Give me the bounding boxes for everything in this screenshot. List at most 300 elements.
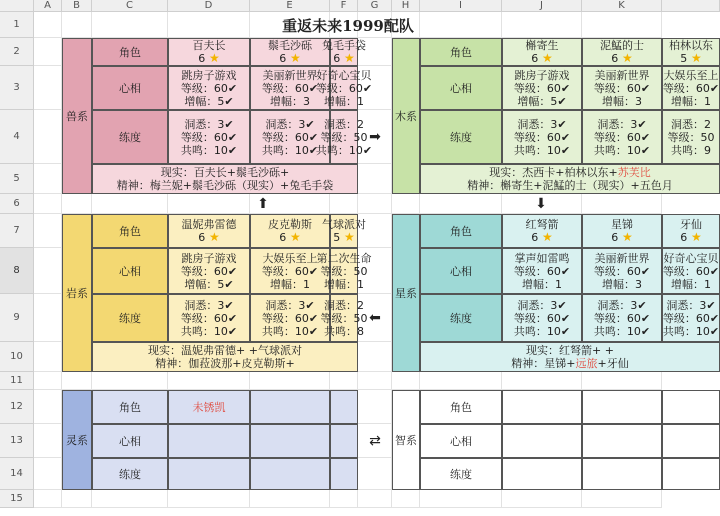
rarity-value: 6 (333, 52, 341, 65)
team-notes[interactable] (420, 342, 720, 372)
row-label-role (92, 390, 168, 424)
column-header-I[interactable] (420, 0, 502, 12)
rarity-line (611, 52, 633, 65)
grid-cell[interactable] (330, 372, 358, 390)
row-label-practice (92, 294, 168, 342)
grid-cell[interactable] (358, 390, 392, 424)
star-icon: ★ (687, 230, 702, 244)
practice-line: 洞悉：2 (324, 117, 364, 131)
character-cell[interactable] (322, 38, 366, 66)
row-header-5[interactable] (0, 164, 34, 194)
select-all-corner[interactable] (0, 0, 34, 12)
character-cell[interactable] (662, 424, 720, 458)
heart-line: 美丽新世界 (594, 251, 650, 265)
practice-line: 洞悉：3✔ (597, 117, 647, 131)
heart-line: 等级：60✔ (261, 81, 319, 95)
row-header-7[interactable] (0, 214, 34, 248)
character-cell[interactable] (582, 214, 662, 248)
character-name: 柏林以东 (669, 39, 713, 52)
reality-note-text: 现实：杰西卡+柏林以东+ (489, 166, 618, 179)
character-name: 泥鯭的士 (600, 39, 644, 52)
row-header-label: 5 (13, 173, 20, 184)
character-cell[interactable] (168, 38, 250, 66)
system-intellect (392, 390, 420, 490)
rarity-line (198, 231, 220, 244)
heart-line: 美丽新世界 (594, 68, 650, 82)
heart-cell[interactable] (582, 248, 662, 294)
column-header-label: H (401, 0, 410, 11)
heart-line: 第二次生命 (316, 251, 372, 265)
column-header-F[interactable] (330, 0, 358, 12)
system-label: 木系 (395, 109, 417, 123)
practice-line: 等级：60✔ (662, 311, 720, 325)
practice-line: 共鸣：10✔ (662, 324, 720, 338)
grid-cell[interactable] (34, 214, 62, 248)
grid-cell[interactable] (92, 490, 168, 508)
row-label-heart (420, 248, 502, 294)
character-name: 红弩箭 (525, 218, 559, 231)
row-header-3[interactable] (0, 66, 34, 110)
star-icon: ★ (618, 51, 633, 65)
star-icon: ★ (340, 51, 355, 65)
row-label-text: 角色 (119, 45, 141, 59)
grid-cell[interactable] (34, 248, 62, 294)
row-header-label: 2 (13, 46, 20, 57)
character-cell[interactable] (502, 38, 582, 66)
grid-cell[interactable] (358, 372, 392, 390)
column-header-label: D (204, 0, 213, 11)
row-label-practice (92, 110, 168, 164)
practice-cell[interactable] (168, 110, 250, 164)
grid-cell[interactable] (34, 342, 62, 372)
column-header-label: B (73, 0, 80, 11)
heart-cell[interactable] (316, 248, 372, 294)
heart-line: 好奇心宝贝 (663, 251, 719, 265)
reality-note: 现实：红弩箭+ + (526, 344, 614, 357)
grid-cell[interactable] (250, 490, 330, 508)
rarity-line (531, 52, 553, 65)
heart-line: 大娱乐至上 (262, 251, 318, 265)
row-label-text: 练度 (119, 467, 141, 481)
rarity-line (611, 231, 633, 244)
grid-cell[interactable] (250, 372, 330, 390)
grid-cell[interactable] (62, 490, 92, 508)
system-wood (392, 38, 420, 194)
grid-cell[interactable] (92, 372, 168, 390)
grid-cell[interactable] (358, 164, 392, 194)
row-label-text: 心相 (450, 434, 472, 448)
practice-line: 等级：60✔ (593, 311, 651, 325)
heart-line: 等级：60✔ (180, 81, 238, 95)
character-name: 百夫长 (192, 39, 226, 52)
row-label-text: 角色 (119, 400, 141, 414)
grid-cell[interactable] (62, 372, 92, 390)
heart-line: 增幅：3 (602, 277, 642, 291)
rarity-value: 6 (198, 231, 206, 244)
system-label: 岩系 (66, 286, 88, 300)
column-header-E[interactable] (250, 0, 330, 12)
heart-line: 等级：60✔ (180, 264, 238, 278)
star-icon: ★ (538, 51, 553, 65)
row-header-1[interactable] (0, 12, 34, 38)
heart-line: 增幅：5✔ (184, 277, 234, 291)
column-header-C[interactable] (92, 0, 168, 12)
rarity-value: 6 (531, 231, 539, 244)
system-spirit (62, 390, 92, 490)
row-header-label: 6 (13, 198, 20, 209)
heart-line: 好奇心宝贝 (316, 68, 372, 82)
grid-cell[interactable] (34, 490, 62, 508)
star-icon: ★ (687, 51, 702, 65)
row-label-text: 心相 (119, 264, 141, 278)
grid-cell[interactable] (358, 490, 392, 508)
heart-line: 跳房子游戏 (181, 68, 237, 82)
practice-cell[interactable] (662, 110, 720, 164)
practice-line: 等级：60✔ (180, 311, 238, 325)
practice-cell[interactable] (315, 110, 373, 164)
team-notes[interactable] (92, 342, 358, 372)
practice-line: 等级：60✔ (261, 311, 319, 325)
character-cell[interactable] (662, 214, 720, 248)
row-label-heart (92, 424, 168, 458)
star-icon: ★ (538, 230, 553, 244)
grid-cell[interactable] (34, 110, 62, 164)
practice-line: 共鸣：9 (671, 143, 711, 157)
column-header-label: K (618, 0, 625, 11)
practice-cell[interactable] (582, 110, 662, 164)
character-cell[interactable] (582, 390, 662, 424)
character-cell[interactable] (662, 390, 720, 424)
row-label-text: 练度 (450, 467, 472, 481)
row-label-text: 心相 (450, 81, 472, 95)
row-header-label: 12 (10, 401, 23, 412)
grid-cell[interactable] (168, 372, 250, 390)
column-header-label: E (286, 0, 293, 11)
heart-cell[interactable] (168, 66, 250, 110)
practice-line: 共鸣：8 (324, 324, 364, 338)
reality-note (489, 166, 650, 179)
row-header-label: 13 (10, 435, 23, 446)
character-cell[interactable] (662, 458, 720, 490)
practice-cell[interactable] (502, 110, 582, 164)
grid-cell[interactable] (582, 372, 662, 390)
row-label-text: 心相 (450, 264, 472, 278)
heart-cell[interactable] (582, 66, 662, 110)
practice-cell[interactable] (320, 294, 368, 342)
heart-line: 增幅：1 (324, 277, 364, 291)
practice-line: 等级：60✔ (180, 130, 238, 144)
column-header-D[interactable] (168, 0, 250, 12)
practice-cell[interactable] (662, 294, 720, 342)
character-cell[interactable] (250, 38, 330, 66)
grid-cell[interactable] (34, 372, 62, 390)
character-cell[interactable] (502, 214, 582, 248)
page-title: 重返未来1999配队 (282, 16, 414, 35)
row-label-text: 角色 (450, 400, 472, 414)
heart-line: 增幅：5✔ (517, 94, 567, 108)
character-name: 兔毛手袋 (322, 39, 366, 52)
grid-cell[interactable] (34, 424, 62, 458)
heart-cell[interactable] (315, 66, 373, 110)
practice-line: 共鸣：10✔ (513, 324, 571, 338)
character-cell[interactable] (582, 424, 662, 458)
row-label-role (420, 214, 502, 248)
heart-cell[interactable] (502, 66, 582, 110)
character-cell[interactable] (250, 390, 330, 424)
rarity-value: 6 (279, 231, 287, 244)
practice-line: 洞悉：3✔ (184, 117, 234, 131)
row-header-13[interactable] (0, 424, 34, 458)
row-header-12[interactable] (0, 390, 34, 424)
column-header-H[interactable] (392, 0, 420, 12)
row-header-15[interactable] (0, 490, 34, 508)
star-icon: ★ (618, 230, 633, 244)
character-cell[interactable] (582, 38, 662, 66)
row-header-label: 11 (10, 375, 23, 386)
rarity-value: 6 (279, 52, 287, 65)
practice-line: 共鸣：10✔ (261, 324, 319, 338)
arrow-left-icon (358, 294, 392, 342)
character-cell[interactable] (250, 424, 330, 458)
rarity-value: 6 (611, 231, 619, 244)
heart-line: 增幅：1 (270, 277, 310, 291)
rarity-value: 5 (333, 231, 341, 244)
character-cell[interactable] (582, 458, 662, 490)
column-header-B[interactable] (62, 0, 92, 12)
row-label-heart (92, 66, 168, 110)
system-beast (62, 38, 92, 194)
rarity-line (531, 231, 553, 244)
practice-line: 洞悉：3✔ (597, 298, 647, 312)
heart-cell[interactable] (662, 248, 720, 294)
row-label-heart (420, 66, 502, 110)
spirit-note: 精神：伽菈波那+皮克勒斯+ (155, 357, 295, 370)
practice-line: 洞悉：3✔ (265, 117, 315, 131)
row-label-text: 练度 (450, 130, 472, 144)
row-label-text: 角色 (450, 45, 472, 59)
character-name: 气球派对 (322, 218, 366, 231)
row-label-text: 练度 (119, 311, 141, 325)
grid-cell[interactable] (330, 490, 358, 508)
heart-line: 等级：60✔ (315, 81, 373, 95)
reality-note-highlight: 苏芙比 (617, 166, 651, 179)
grid-cell[interactable] (392, 372, 420, 390)
character-cell[interactable] (250, 458, 330, 490)
row-header-label: 1 (13, 19, 20, 30)
rarity-value: 6 (198, 52, 206, 65)
heart-line: 等级：60✔ (662, 81, 720, 95)
character-name: 星锑 (611, 218, 633, 231)
heart-line: 等级：60✔ (593, 264, 651, 278)
grid-cell[interactable] (392, 490, 420, 508)
heart-line: 等级：60✔ (513, 264, 571, 278)
row-header-label: 3 (13, 82, 20, 93)
character-cell[interactable] (168, 424, 250, 458)
heart-line: 增幅：3 (602, 94, 642, 108)
arrow-glyph: ⬇ (535, 196, 547, 212)
row-label-text: 心相 (119, 81, 141, 95)
star-icon: ★ (205, 51, 220, 65)
spirit-note (511, 357, 628, 370)
heart-line: 增幅：1 (671, 94, 711, 108)
grid-cell[interactable] (358, 194, 392, 214)
practice-line: 共鸣：10✔ (180, 143, 238, 157)
heart-line: 美丽新世界 (262, 68, 318, 82)
grid-cell[interactable] (582, 490, 662, 508)
row-label-role (420, 390, 502, 424)
heart-line: 等级：60✔ (261, 264, 319, 278)
spirit-note: 精神：梅兰妮+鬃毛沙砾（现实）+兔毛手袋 (116, 179, 334, 192)
character-cell[interactable] (168, 214, 250, 248)
spirit-note-part: 精神：星锑+ (511, 357, 576, 370)
rarity-value: 5 (680, 52, 688, 65)
grid-cell[interactable] (502, 372, 582, 390)
grid-cell[interactable] (502, 490, 582, 508)
heart-cell[interactable] (662, 66, 720, 110)
grid-cell[interactable] (34, 164, 62, 194)
character-name: 未锈凯 (192, 400, 226, 414)
star-icon: ★ (205, 230, 220, 244)
grid-cell[interactable] (358, 458, 392, 490)
grid-cell[interactable] (34, 458, 62, 490)
column-header-label: G (370, 0, 379, 11)
practice-line: 洞悉：2 (671, 117, 711, 131)
grid-cell[interactable] (34, 194, 62, 214)
row-header-label: 8 (13, 265, 20, 276)
heart-cell[interactable] (502, 248, 582, 294)
arrow-down-icon (420, 194, 662, 214)
column-header-label: I (459, 0, 462, 11)
heart-line: 增幅：5✔ (184, 94, 234, 108)
practice-line: 等级：60✔ (261, 130, 319, 144)
row-header-11[interactable] (0, 372, 34, 390)
arrow-glyph: ⇄ (369, 433, 381, 449)
practice-line: 共鸣：10✔ (593, 143, 651, 157)
grid-cell[interactable] (62, 194, 92, 214)
row-label-text: 练度 (119, 130, 141, 144)
team-notes[interactable] (420, 164, 720, 194)
arrow-up-icon (168, 194, 358, 214)
row-header-2[interactable] (0, 38, 34, 66)
character-cell[interactable] (330, 390, 358, 424)
grid-cell[interactable] (92, 194, 168, 214)
grid-cell[interactable] (358, 342, 392, 372)
heart-cell[interactable] (168, 248, 250, 294)
rarity-value: 6 (531, 52, 539, 65)
character-cell[interactable] (502, 424, 582, 458)
character-name: 鬃毛沙砾 (268, 39, 312, 52)
system-label: 灵系 (66, 433, 88, 447)
row-header-4[interactable] (0, 110, 34, 164)
heart-line: 跳房子游戏 (514, 68, 570, 82)
heart-line: 掌声如雷鸣 (514, 251, 570, 265)
heart-line: 大娱乐至上 (663, 68, 719, 82)
star-icon: ★ (286, 51, 301, 65)
column-header-G[interactable] (358, 0, 392, 12)
column-header-K[interactable] (582, 0, 662, 12)
row-label-role (420, 38, 502, 66)
character-cell[interactable] (662, 38, 720, 66)
heart-line: 等级：60✔ (513, 81, 571, 95)
grid-cell[interactable] (420, 490, 502, 508)
character-cell[interactable] (330, 458, 358, 490)
practice-cell[interactable] (582, 294, 662, 342)
system-label: 星系 (395, 286, 417, 300)
practice-cell[interactable] (250, 294, 330, 342)
rarity-line (279, 52, 301, 65)
character-cell[interactable] (168, 390, 250, 424)
practice-line: 等级：50 (320, 311, 368, 325)
row-header-10[interactable] (0, 342, 34, 372)
character-cell[interactable] (168, 458, 250, 490)
column-header-J[interactable] (502, 0, 582, 12)
swap-arrows-icon (358, 424, 392, 458)
character-cell[interactable] (502, 390, 582, 424)
row-header-label: 9 (13, 312, 20, 323)
grid-cell[interactable] (420, 372, 502, 390)
practice-line: 等级：60✔ (513, 130, 571, 144)
practice-line: 共鸣：10✔ (180, 324, 238, 338)
star-icon: ★ (286, 230, 301, 244)
system-rock (62, 214, 92, 372)
practice-line: 等级：60✔ (513, 311, 571, 325)
row-label-heart (92, 248, 168, 294)
row-label-practice (420, 110, 502, 164)
arrow-glyph: ⬅ (369, 310, 381, 326)
arrow-glyph: ⬆ (257, 196, 269, 212)
row-header-14[interactable] (0, 458, 34, 490)
character-cell[interactable] (250, 214, 330, 248)
character-cell[interactable] (330, 424, 358, 458)
spirit-note: 精神：槲寄生+泥鯭的士（现实）+五色月 (467, 179, 673, 192)
practice-line: 共鸣：10✔ (593, 324, 651, 338)
column-header-A[interactable] (34, 0, 62, 12)
row-header-9[interactable] (0, 294, 34, 342)
heart-line: 等级：60✔ (662, 264, 720, 278)
system-star (392, 214, 420, 372)
character-cell[interactable] (502, 458, 582, 490)
rarity-line (680, 52, 702, 65)
rarity-line (680, 231, 702, 244)
grid-cell[interactable] (34, 390, 62, 424)
team-notes[interactable] (92, 164, 358, 194)
practice-line: 共鸣：10✔ (315, 143, 373, 157)
row-header-8[interactable] (0, 248, 34, 294)
rarity-line (198, 52, 220, 65)
practice-cell[interactable] (502, 294, 582, 342)
practice-line: 洞悉：3✔ (265, 298, 315, 312)
practice-line: 洞悉：3✔ (184, 298, 234, 312)
row-label-practice (420, 458, 502, 490)
grid-cell[interactable] (168, 490, 250, 508)
grid-cell[interactable] (34, 66, 62, 110)
character-cell[interactable] (322, 214, 366, 248)
row-header-6[interactable] (0, 194, 34, 214)
row-label-text: 练度 (450, 311, 472, 325)
row-label-text: 角色 (450, 224, 472, 238)
row-label-text: 心相 (119, 434, 141, 448)
grid-cell[interactable] (392, 194, 420, 214)
spirit-note-part: 远旅 (575, 357, 598, 370)
grid-cell[interactable] (34, 294, 62, 342)
row-label-practice (420, 294, 502, 342)
star-icon: ★ (340, 230, 355, 244)
rarity-value: 6 (680, 231, 688, 244)
practice-line: 等级：50 (667, 130, 715, 144)
rarity-line (279, 231, 301, 244)
practice-cell[interactable] (168, 294, 250, 342)
grid-cell[interactable] (34, 38, 62, 66)
